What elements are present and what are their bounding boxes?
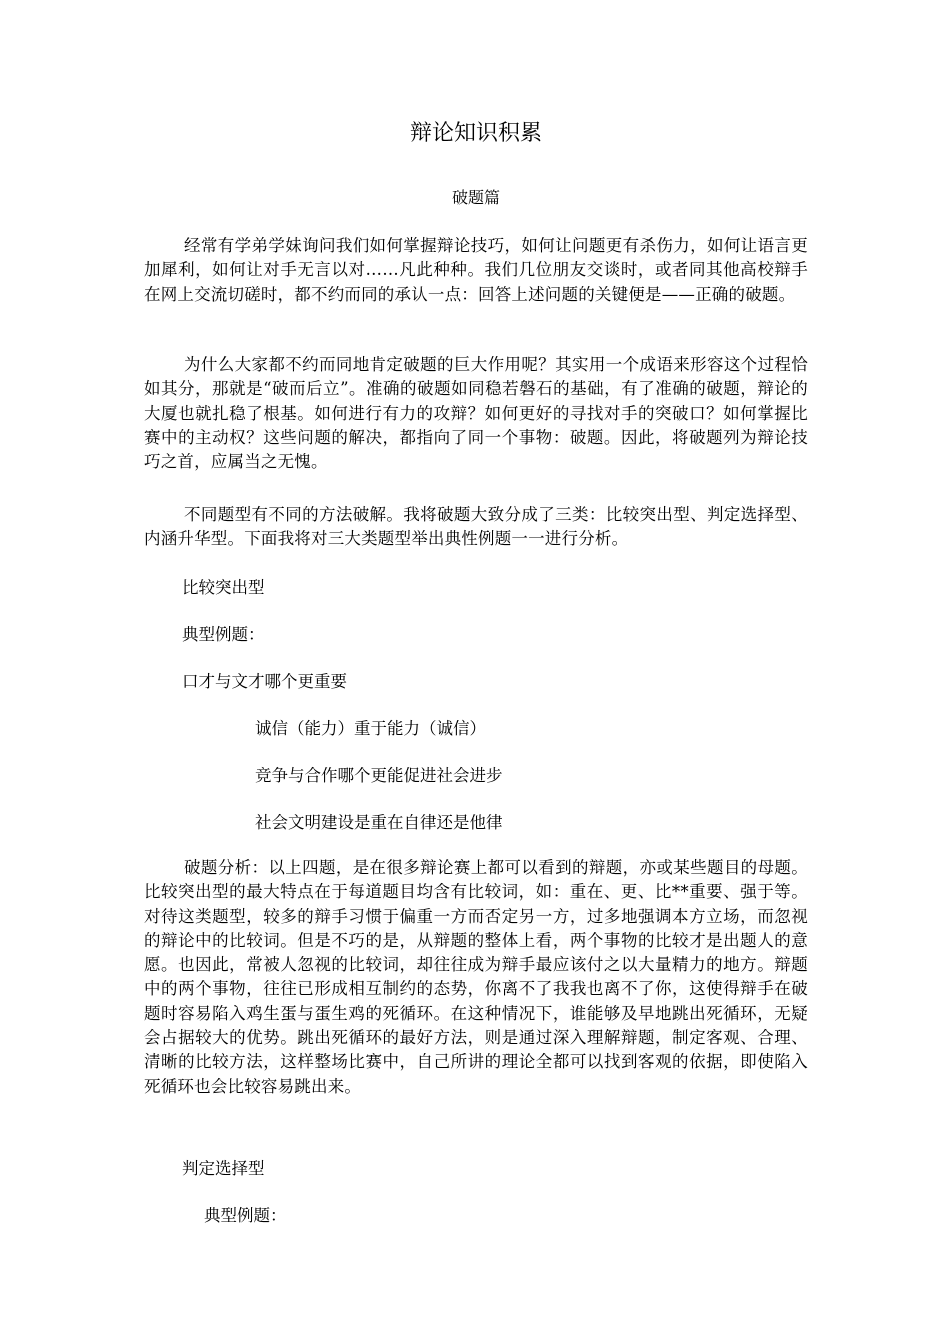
example-item: 口才与文才哪个更重要 xyxy=(182,672,347,691)
example-item: 社会文明建设是重在自律还是他律 xyxy=(255,813,503,832)
analysis-paragraph: 破题分析：以上四题，是在很多辩论赛上都可以看到的辩题，亦或某些题目的母题。比较突出型的最大特点在于每道题目均含有比较词，如：重在、更、比**重要、强于等。对待这类题型，较多的辩手习惯于偏重一方而否定另一方，过多地强调本方立场，而忽视的辩论中的比较词。但是不巧的是，从辩题的整体上看，两个事物的比较才是出题人的意愿。也因此，常被人忽视的比较词，却往往成为辩手最应该付之以大量精力的地方。辩题中的两个事物，往往已形成相互制约的态势，你离不了我我也离不了你，这使得辩手在破题时容易陷入鸡生蛋与蛋生鸡的死循环。在这种情况下，谁能够及早地跳出死循环，无疑会占据较大的优势。跳出死循环的最好方法，则是通过深入理解辩题，制定客观、合理、清晰的比较方法，这样整场比赛中，自己所讲的理论全都可以找到客观的依据，即使陷入死循环也会比较容易跳出来。 xyxy=(144,858,808,1096)
section-heading-judgment: 判定选择型 xyxy=(182,1159,265,1178)
example-item: 竞争与合作哪个更能促进社会进步 xyxy=(255,766,503,785)
intro-paragraph-2: 为什么大家都不约而同地肯定破题的巨大作用呢？其实用一个成语来形容这个过程恰如其分，那就是“破而后立”。准确的破题如同稳若磐石的基础，有了准确的破题，辩论的大厦也就扎稳了根基。如何进行有力的攻辩？如何更好的寻找对手的突破口？如何掌握比赛中的主动权？这些问题的解决，都指向了同一个事物：破题。因此，将破题列为辩论技巧之首，应属当之无愧。 xyxy=(144,355,808,472)
intro-paragraph-3: 不同题型有不同的方法破解。我将破题大致分成了三类：比较突出型、判定选择型、内涵升华型。下面我将对三大类题型举出典性例题一一进行分析。 xyxy=(144,505,808,549)
example-label: 典型例题： xyxy=(182,625,265,644)
intro-paragraph-1: 经常有学弟学妹询问我们如何掌握辩论技巧，如何让问题更有杀伤力，如何让语言更加犀利，如何让对手无言以对……凡此种种。我们几位朋友交谈时，或者同其他高校辩手在网上交流切磋时，都不约而同的承认一点：回答上述问题的关键便是——正确的破题。 xyxy=(144,236,808,304)
document-subtitle: 破题篇 xyxy=(451,188,500,207)
document-title: 辩论知识积累 xyxy=(409,121,542,146)
example-label: 典型例题： xyxy=(204,1206,287,1225)
document-page xyxy=(144,0,808,1344)
example-item: 诚信（能力）重于能力（诚信） xyxy=(255,719,486,738)
section-heading-comparison: 比较突出型 xyxy=(182,578,265,597)
